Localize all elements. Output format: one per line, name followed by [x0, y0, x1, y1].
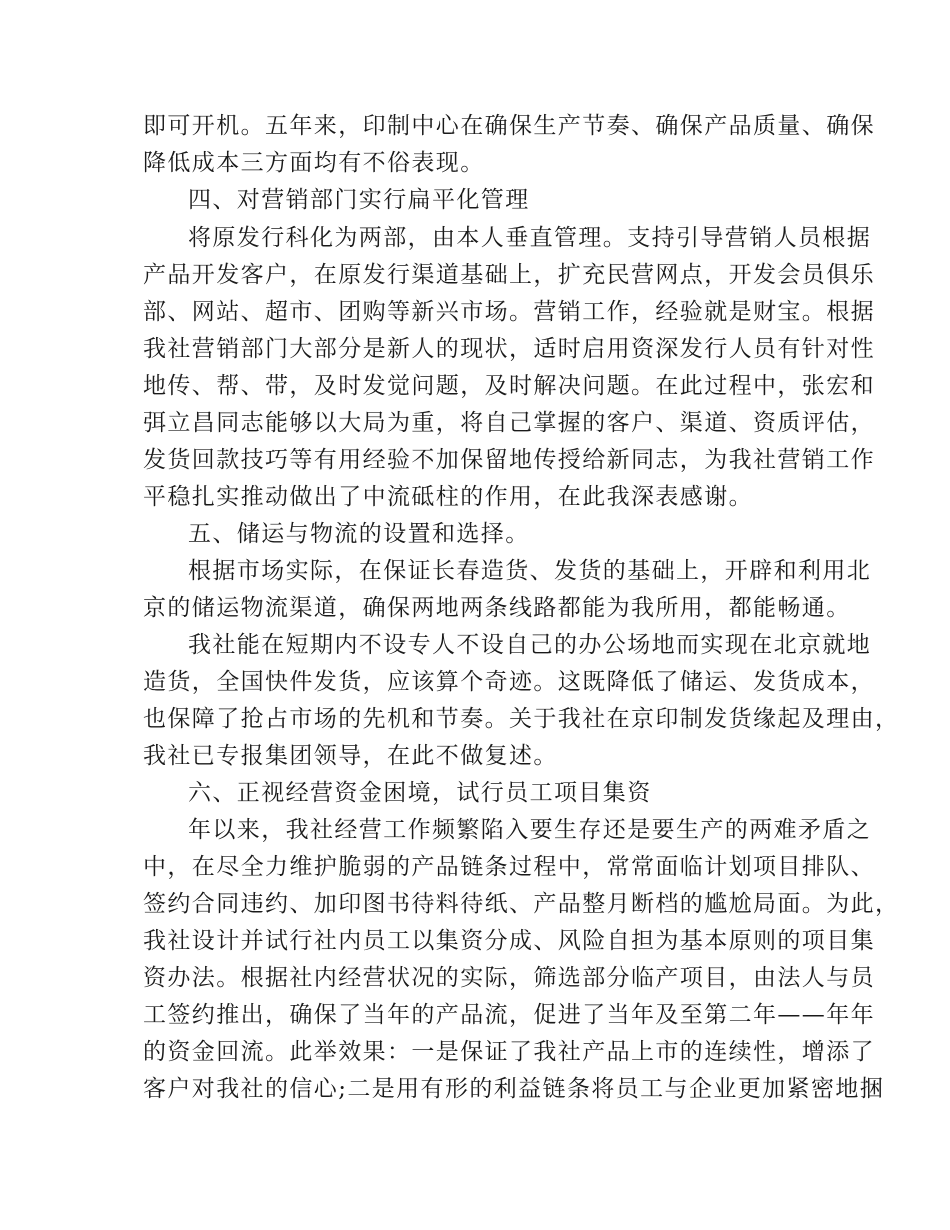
paragraph-line: 部、网站、超市、团购等新兴市场。营销工作，经验就是财宝。根据 — [143, 299, 875, 325]
section-heading: 六、正视经营资金困境，试行员工项目集资 — [188, 780, 652, 806]
paragraph-line: 地传、帮、带，及时发觉问题，及时解决问题。在此过程中，张宏和 — [143, 373, 875, 399]
paragraph-line: 签约合同违约、加印图书待料待纸、产品整月断档的尴尬局面。为此， — [143, 891, 900, 917]
paragraph-line: 年以来，我社经营工作频繁陷入要生存还是要生产的两难矛盾之 — [188, 817, 872, 843]
paragraph-line: 根据市场实际，在保证长春造货、发货的基础上，开辟和利用北 — [188, 558, 872, 584]
paragraph-line: 我社营销部门大部分是新人的现状，适时启用资深发行人员有针对性 — [143, 336, 875, 362]
paragraph-line: 客户对我社的信心;二是用有形的利益链条将员工与企业更加紧密地捆 — [143, 1076, 885, 1102]
paragraph-line: 平稳扎实推动做出了中流砥柱的作用，在此我深表感谢。 — [143, 484, 753, 510]
paragraph-line: 弭立昌同志能够以大局为重，将自己掌握的客户、渠道、资质评估， — [143, 410, 875, 436]
paragraph-line: 发货回款技巧等有用经验不加保留地传授给新同志，为我社营销工作 — [143, 447, 875, 473]
paragraph-line: 的资金回流。此举效果：一是保证了我社产品上市的连续性，增添了 — [143, 1039, 875, 1065]
paragraph-line: 我社能在短期内不设专人不设自己的办公场地而实现在北京就地 — [188, 632, 872, 658]
paragraph-line: 降低成本三方面均有不俗表现。 — [143, 150, 485, 176]
paragraph-line: 将原发行科化为两部，由本人垂直管理。支持引导营销人员根据 — [188, 225, 872, 251]
paragraph-line: 也保障了抢占市场的先机和节奏。关于我社在京印制发货缘起及理由， — [143, 706, 900, 732]
paragraph-line: 资办法。根据社内经营状况的实际，筛选部分临产项目，由法人与员 — [143, 965, 875, 991]
paragraph-line: 造货，全国快件发货，应该算个奇迹。这既降低了储运、发货成本， — [143, 669, 875, 695]
paragraph-line: 我社设计并试行社内员工以集资分成、风险自担为基本原则的项目集 — [143, 928, 875, 954]
paragraph-line: 京的储运物流渠道，确保两地两条线路都能为我所用，都能畅通。 — [143, 595, 851, 621]
paragraph-line: 我社已专报集团领导，在此不做复述。 — [143, 743, 558, 769]
section-heading: 四、对营销部门实行扁平化管理 — [188, 187, 530, 213]
paragraph-line: 产品开发客户，在原发行渠道基础上，扩充民营网点，开发会员俱乐 — [143, 262, 875, 288]
section-heading: 五、储运与物流的设置和选择。 — [188, 521, 530, 547]
paragraph-line: 中，在尽全力维护脆弱的产品链条过程中，常常面临计划项目排队、 — [143, 854, 875, 880]
paragraph-line: 即可开机。五年来，印制中心在确保生产节奏、确保产品质量、确保 — [143, 113, 875, 139]
paragraph-line: 工签约推出，确保了当年的产品流，促进了当年及至第二年——年年 — [143, 1002, 875, 1028]
